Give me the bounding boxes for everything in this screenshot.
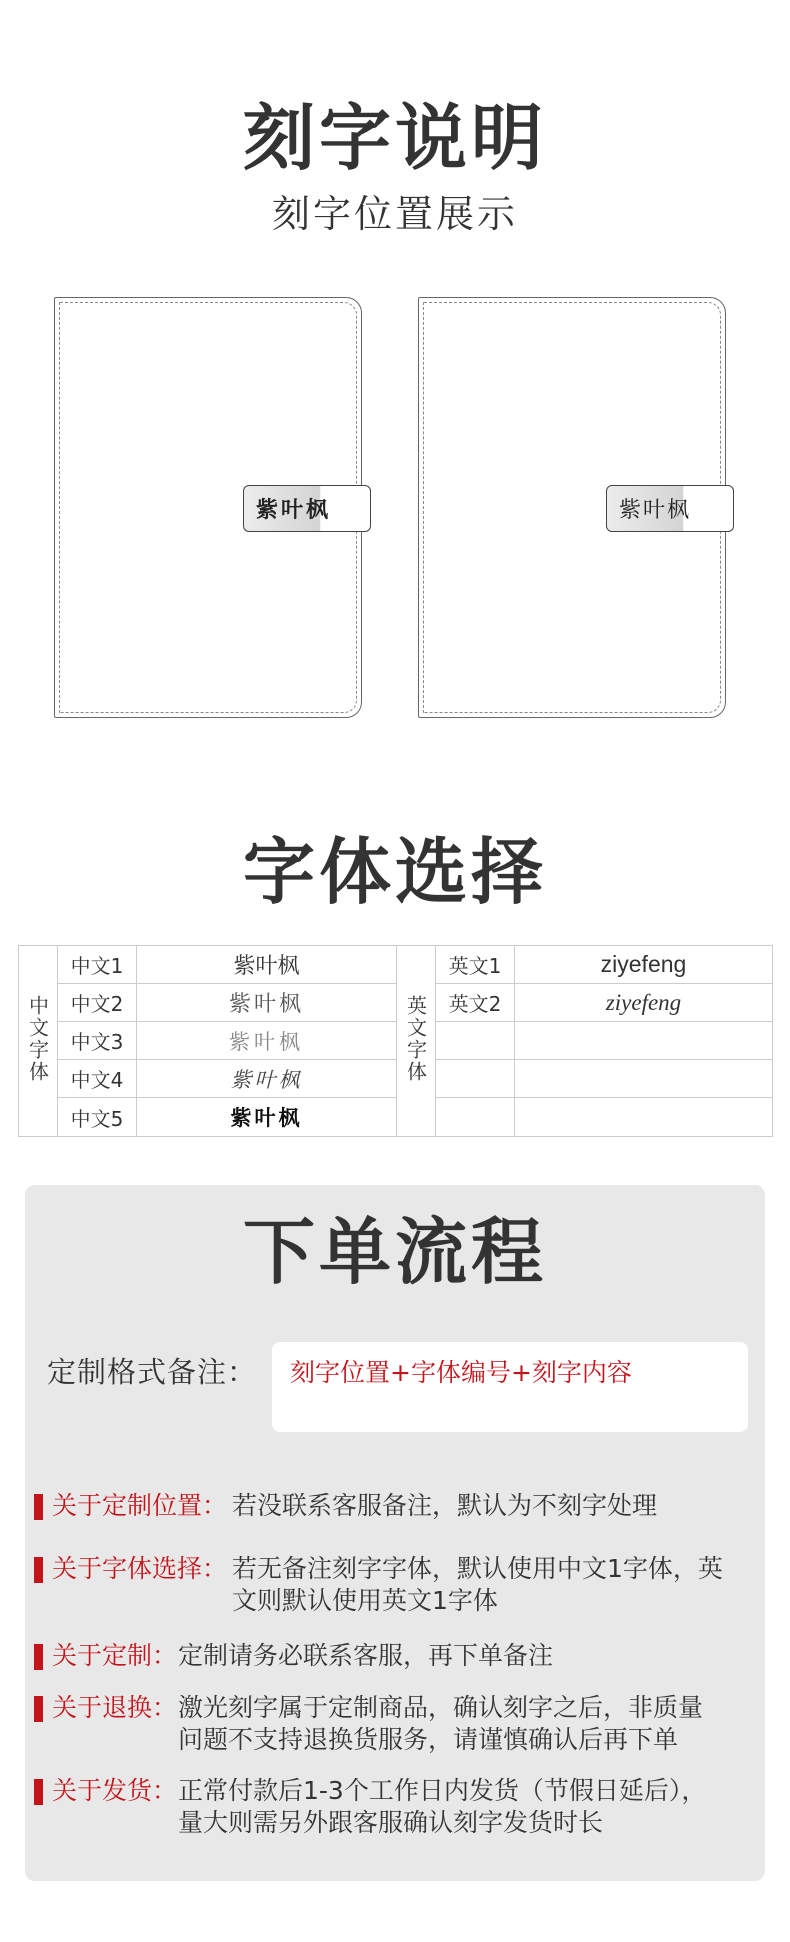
engraving-sample-left: 紫叶枫 — [256, 497, 332, 523]
font-label: 英文2 — [436, 984, 515, 1022]
engraving-tab-right — [606, 485, 734, 532]
table-row — [19, 1022, 773, 1060]
font-sample: 紫叶枫 — [137, 1022, 397, 1060]
table-row — [19, 1098, 773, 1137]
empty-cell — [436, 1098, 515, 1137]
note-label: 关于退换： — [52, 1693, 178, 1722]
note-label: 关于定制： — [52, 1641, 178, 1670]
font-label: 中文3 — [58, 1022, 137, 1060]
empty-cell — [515, 1098, 773, 1137]
format-note-label: 定制格式备注： — [47, 1355, 258, 1389]
engraving-tab-left — [243, 485, 371, 532]
engraving-sample-right: 紫叶枫 — [619, 498, 692, 523]
note-text: 定制请务必联系客服，再下单备注 — [178, 1641, 554, 1670]
note-marker — [34, 1779, 43, 1805]
engraving-subtitle: 刻字位置展示 — [271, 192, 518, 236]
note-marker — [34, 1696, 43, 1722]
font-label: 中文2 — [58, 984, 137, 1022]
font-sample: 紫叶枫 — [137, 1060, 397, 1098]
empty-cell — [515, 1022, 773, 1060]
font-sample: 紫叶枫 — [137, 1098, 397, 1137]
font-sample: ziyefeng — [515, 984, 773, 1022]
font-table — [18, 945, 773, 1137]
note-marker — [34, 1494, 43, 1520]
order-process-title: 下单流程 — [242, 1210, 547, 1294]
note-text: 激光刻字属于定制商品，确认刻字之后，非质量 问题不支持退换货服务，请谨慎确认后再下单 — [178, 1693, 704, 1754]
empty-cell — [436, 1060, 515, 1098]
note-text: 若没联系客服备注，默认为不刻字处理 — [232, 1491, 658, 1520]
note-text: 正常付款后1-3个工作日内发货（节假日延后）， 量大则需另外跟客服确认刻字发货时长 — [178, 1776, 707, 1837]
table-row — [19, 946, 773, 984]
font-selection-title: 字体选择 — [242, 830, 547, 914]
note-label: 关于定制位置： — [52, 1491, 228, 1520]
english-font-header: 英文字体 — [397, 946, 436, 1137]
format-note-value: 刻字位置+字体编号+刻字内容 — [290, 1358, 632, 1387]
chinese-font-header: 中文字体 — [19, 946, 58, 1137]
font-sample: ziyefeng — [515, 946, 773, 984]
note-label: 关于字体选择： — [52, 1554, 228, 1583]
note-marker — [34, 1557, 43, 1583]
table-row — [19, 1060, 773, 1098]
empty-cell — [436, 1022, 515, 1060]
engraving-title: 刻字说明 — [242, 96, 547, 180]
table-row — [19, 984, 773, 1022]
font-sample: 紫叶枫 — [137, 984, 397, 1022]
font-sample: 紫叶枫 — [137, 946, 397, 984]
font-label: 英文1 — [436, 946, 515, 984]
empty-cell — [515, 1060, 773, 1098]
font-label: 中文4 — [58, 1060, 137, 1098]
note-marker — [34, 1644, 43, 1670]
font-label: 中文1 — [58, 946, 137, 984]
note-text: 若无备注刻字字体，默认使用中文1字体，英 文则默认使用英文1字体 — [232, 1554, 723, 1615]
font-label: 中文5 — [58, 1098, 137, 1137]
note-label: 关于发货： — [52, 1776, 178, 1805]
